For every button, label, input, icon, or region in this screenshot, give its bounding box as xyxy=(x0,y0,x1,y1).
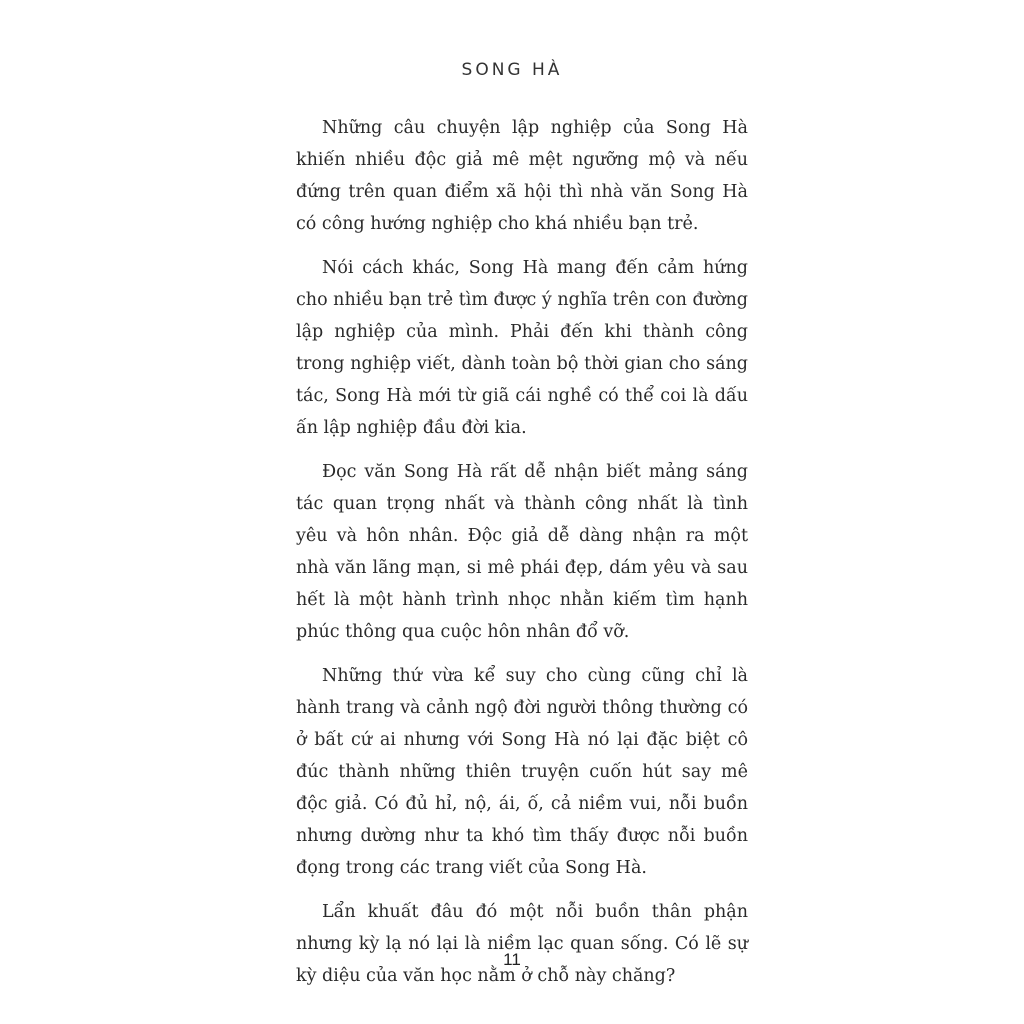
paragraph-5: Lẩn khuất đâu đó một nỗi buồn thân phận nhưng kỳ lạ nó lại là niềm lạc quan sống. Có lẽ sự kỳ diệu của văn học nằm ở chỗ này chăng? xyxy=(296,902,748,986)
running-header: SONG HÀ xyxy=(461,60,563,80)
body-text xyxy=(296,112,748,1004)
page-number: 11 xyxy=(503,950,521,969)
paragraph-4: Những thứ vừa kể suy cho cùng cũng chỉ là hành trang và cảnh ngộ đời người thông thường có ở bất cứ ai nhưng với Song Hà nó lại đặc biệt cô đúc thành những thiên truyện cuốn hút say mê độc giả. Có đủ hỉ, nộ, ái, ố, cả niềm vui, nỗi buồn nhưng dường như ta khó tìm thấy được nỗi buồn đọng trong các trang viết của Song Hà. xyxy=(296,666,748,878)
paragraph-3: Đọc văn Song Hà rất dễ nhận biết mảng sáng tác quan trọng nhất và thành công nhất là tình yêu và hôn nhân. Độc giả dễ dàng nhận ra một nhà văn lãng mạn, si mê phái đẹp, dám yêu và sau hết là một hành trình nhọc nhằn kiếm tìm hạnh phúc thông qua cuộc hôn nhân đổ vỡ. xyxy=(296,462,748,642)
paragraph-1: Những câu chuyện lập nghiệp của Song Hà khiến nhiều độc giả mê mệt ngưỡng mộ và nếu đứng trên quan điểm xã hội thì nhà văn Song Hà có công hướng nghiệp cho khá nhiều bạn trẻ. xyxy=(296,118,748,234)
paragraph-2: Nói cách khác, Song Hà mang đến cảm hứng cho nhiều bạn trẻ tìm được ý nghĩa trên con đường lập nghiệp của mình. Phải đến khi thành công trong nghiệp viết, dành toàn bộ thời gian cho sáng tác, Song Hà mới từ giã cái nghề có thể coi là dấu ấn lập nghiệp đầu đời kia. xyxy=(296,258,748,438)
